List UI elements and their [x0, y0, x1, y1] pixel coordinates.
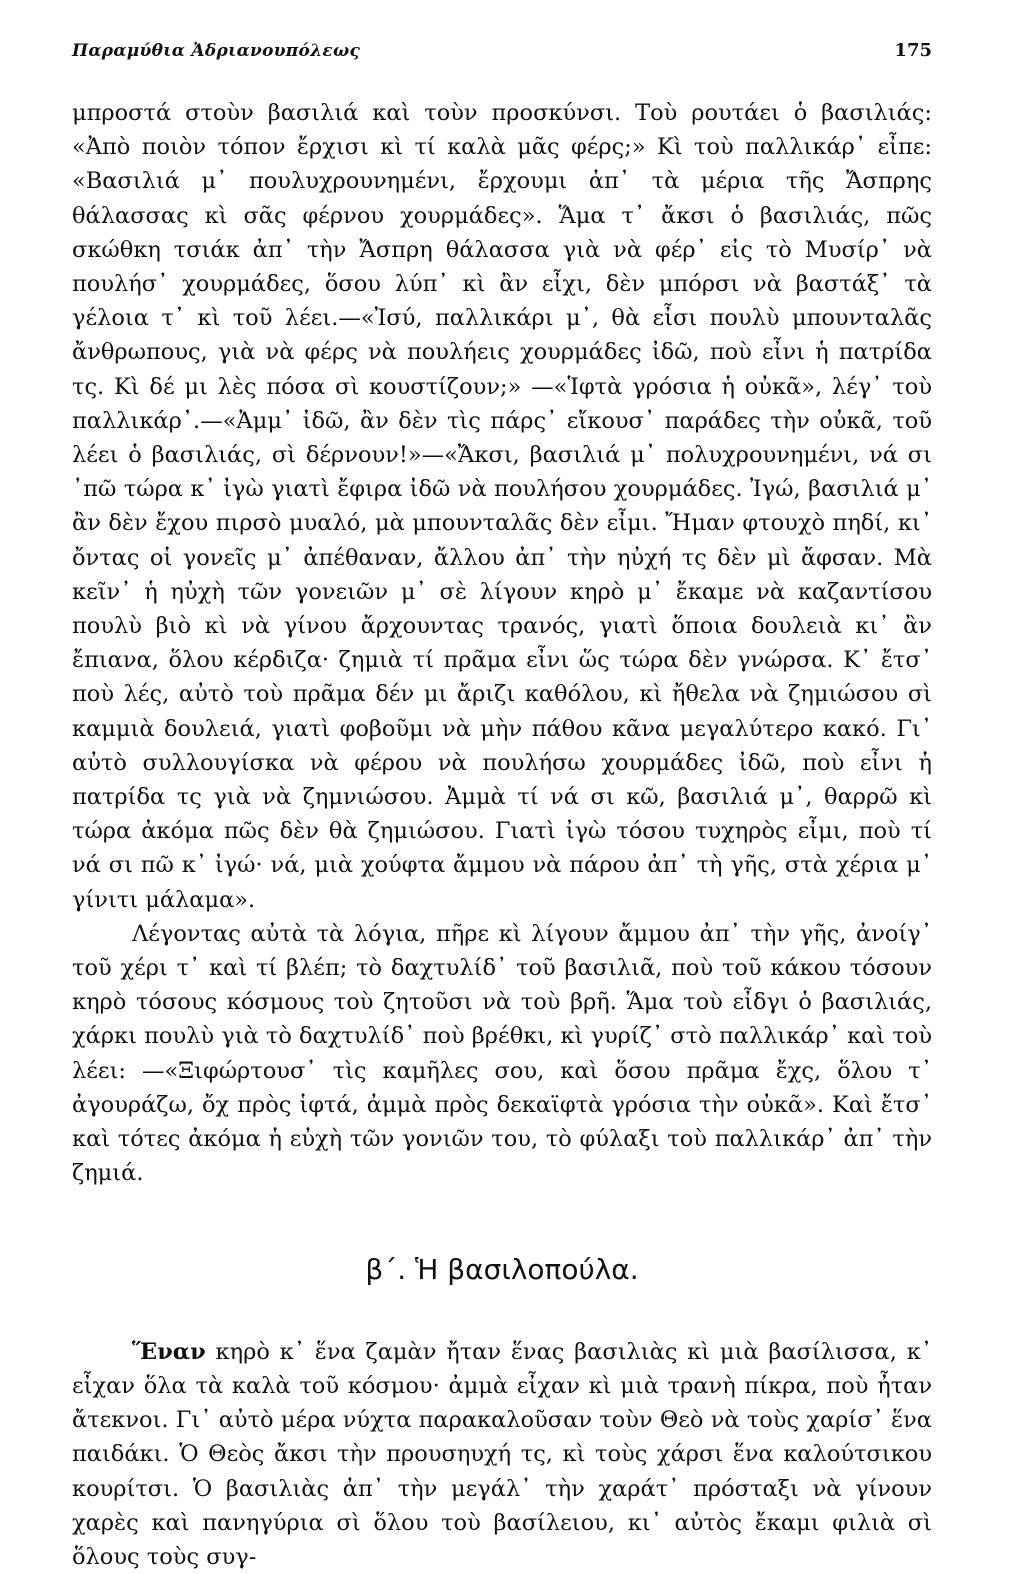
story2-lead-word: Ἕναν [132, 1338, 206, 1365]
story2-paragraph-1-text: κηρὸ κ᾽ ἕνα ζαμὰν ἤταν ἕνας βασιλιὰς κὶ μιὰ βασίλισσα, κ᾽ εἶχαν ὅλα τὰ καλὰ τοῦ κόσμου· ἀμμὰ εἶχαν κὶ μιὰ τρανὴ πίκρα, ποὺ ἦταν ἄτεκνοι. Γι᾽ αὐτὸ μέρα νύχτα παρακαλοῦσαν τοὺν Θεὸ νὰ τοὺς χαρίσ᾽ ἕνα παιδάκι. Ὁ Θεὸς ἄκσι τὴν προυσηυχή τς, κὶ τοὺς χάρσι ἕνα καλούτσικου κουρίτσι. Ὁ βασιλιὰς ἀπ᾽ τὴν μεγάλ᾽ τὴν χαράτ᾽ πρόσταξι νὰ γίνουν χαρὲς καὶ πανηγύρια σὶ ὅλου τοὺ βασίλειου, κι᾽ αὐτὸς ἔκαμι φιλιὰ σὶ ὅλους τοὺς συγ- [72, 1338, 933, 1570]
story1-paragraph-1: μπροστά στοὺν βασιλιά καὶ τοὺν προσκύνσι. Τοὺ ρουτάει ὁ βασιλιάς: «Ἀπὸ ποιὸν τόπον ἔρχισι κὶ τί καλὰ μᾶς φέρς;» Κὶ τοὺ παλλικάρ᾽ εἶπε: «Βασιλιά μ᾽ πουλυχρουνημένι, ἔρχουμι ἀπ᾽ τὰ μέρια τῆς Ἄσπρης θάλασσας κὶ σᾶς φέρνου χουρμάδες». Ἅμα τ᾽ ἄκσι ὁ βασιλιάς, πῶς σκώθκη τσιάκ ἀπ᾽ τὴν Ἄσπρη θάλασσα γιὰ νὰ φέρ᾽ εἰς τὸ Μυσίρ᾽ νὰ πουλήσ᾽ χουρμάδες, ὅσου λύπ᾽ κὶ ἂν εἶχι, δὲν μπόρσι νὰ βαστάξ᾽ τὰ γέλοια τ᾽ κὶ τοῦ λέει.—«Ἰσύ, παλλικάρι μ᾽, θὰ εἶσι πουλὺ μπουνταλᾶς ἄνθρωπους, γιὰ νὰ φέρς νὰ πουλήεις χουρμάδες ἰδῶ, ποὺ εἶνι ἡ πατρίδα τς. Κὶ δέ μι λὲς πόσα σὶ κουστίζουν;» —«Ἱφτὰ γρόσια ἡ οὐκᾶ», λέγ᾽ τοὺ παλλικάρ᾽.—«Ἀμμ᾽ ἰδῶ, ἂν δὲν τὶς πάρς᾽ εἴκουσ᾽ παράδες τὴν οὐκᾶ, τοῦ λέει ὁ βασιλιάς, σὶ δέρνουν!»—«Ἄκσι, βασιλιά μ᾽ πολυχρουνημένι, νά σι ᾽πῶ τώρα κ᾽ ἰγὼ γιατὶ ἔφιρα ἰδῶ νὰ πουλήσου χουρμάδες. Ἰγώ, βασιλιά μ᾽ ἂν δὲν ἔχου πιρσὸ μυαλό, μὰ μπουνταλᾶς δὲν εἶμι. Ἤμαν φτουχὸ πηδί, κι᾽ ὄντας οἱ γονεῖς μ᾽ ἀπέθαναν, ἄλλου ἀπ᾽ τὴν ηὐχή τς δὲν μὶ ἄφσαν. Μὰ κεῖν᾽ ἡ ηὐχὴ τῶν γονειῶν μ᾽ σὲ λίγουν κηρὸ μ᾽ ἔκαμε νὰ καζαντίσου πουλὺ βιὸ κὶ νὰ γίνου ἄρχουντας τρανός, γιατὶ ὅποια δουλειὰ κι᾽ ἂν ἔπιανα, ὅλου κέρδιζα· ζημιὰ τί πρᾶμα εἶνι ὥς τώρα δὲν γνώρσα. Κ᾽ ἔτσ᾽ ποὺ λές, αὐτὸ τοὺ πρᾶμα δέν μι ἄριζι καθόλου, κὶ ἤθελα νὰ ζημιώσου σὶ καμμιὰ δουλειά, γιατὶ φοβοῦμι νὰ μὴν πάθου κᾶνα μεγαλύτερο κακό. Γι᾽ αὐτὸ συλλουγίσκα νὰ φέρου νὰ πουλήσω χουρμάδες ἰδῶ, ποὺ εἶνι ἡ πατρίδα τς γιὰ νὰ ζημνιώσου. Ἀμμὰ τί νά σι κῶ, βασιλιά μ᾽, θαρρῶ κὶ τώρα ἀκόμα πῶς δὲν θὰ ζημιώσου. Γιατὶ ἰγὼ τόσου τυχηρὸς εἶμι, ποὺ τί νά σι πῶ κ᾽ ἰγώ· νά, μιὰ χούφτα ἄμμου νὰ πάρου ἀπ᾽ τὴ γῆς, στὰ χέρια μ᾽ γίνιτι μάλαμα». [72, 100, 932, 913]
body-text [72, 96, 932, 1574]
page-number: 175 [894, 40, 932, 61]
book-page [72, 40, 932, 1574]
story1-paragraph-2: Λέγοντας αὐτὰ τὰ λόγια, πῆρε κὶ λίγουν ἄμμου ἀπ᾽ τὴν γῆς, ἀνοίγ᾽ τοῦ χέρι τ᾽ καὶ τί βλέπ; τὸ δαχτυλίδ᾽ τοῦ βασιλιᾶ, ποὺ τοῦ κάκου τόσουν κηρὸ τόσους κόσμους τοὺ ζητοῦσι νὰ τοὺ βρῆ. Ἅμα τοὺ εἶδγι ὁ βασιλιάς, χάρκι πουλὺ γιὰ τὸ δαχτυλίδ᾽ ποὺ βρέθκι, κὶ γυρίζ᾽ στὸ παλλικάρ᾽ καὶ τοὺ λέει: —«Ξιφώρτουσ᾽ τὶς καμῆλες σου, καὶ ὅσου πρᾶμα ἔχς, ὅλου τ᾽ ἀγουράζω, ὄχ πρὸς ἱφτά, ἀμμὰ πρὸς δεκαϊφτὰ γρόσια τὴν οὐκᾶ». Καὶ ἔτσ᾽ καὶ τότες ἀκόμα ἡ εὐχὴ τῶν γονιῶν του, τὸ φύλαξι τοὺ παλλικάρ᾽ ἀπ᾽ τὴν ζημιά. [72, 920, 932, 1187]
running-title: Παραμύθια Ἀδριανουπόλεως [72, 41, 361, 61]
story2-paragraph-1 [72, 1335, 932, 1574]
section-title: β΄. Ἡ βασιλοπούλα. [365, 1252, 639, 1286]
running-header [72, 40, 932, 74]
